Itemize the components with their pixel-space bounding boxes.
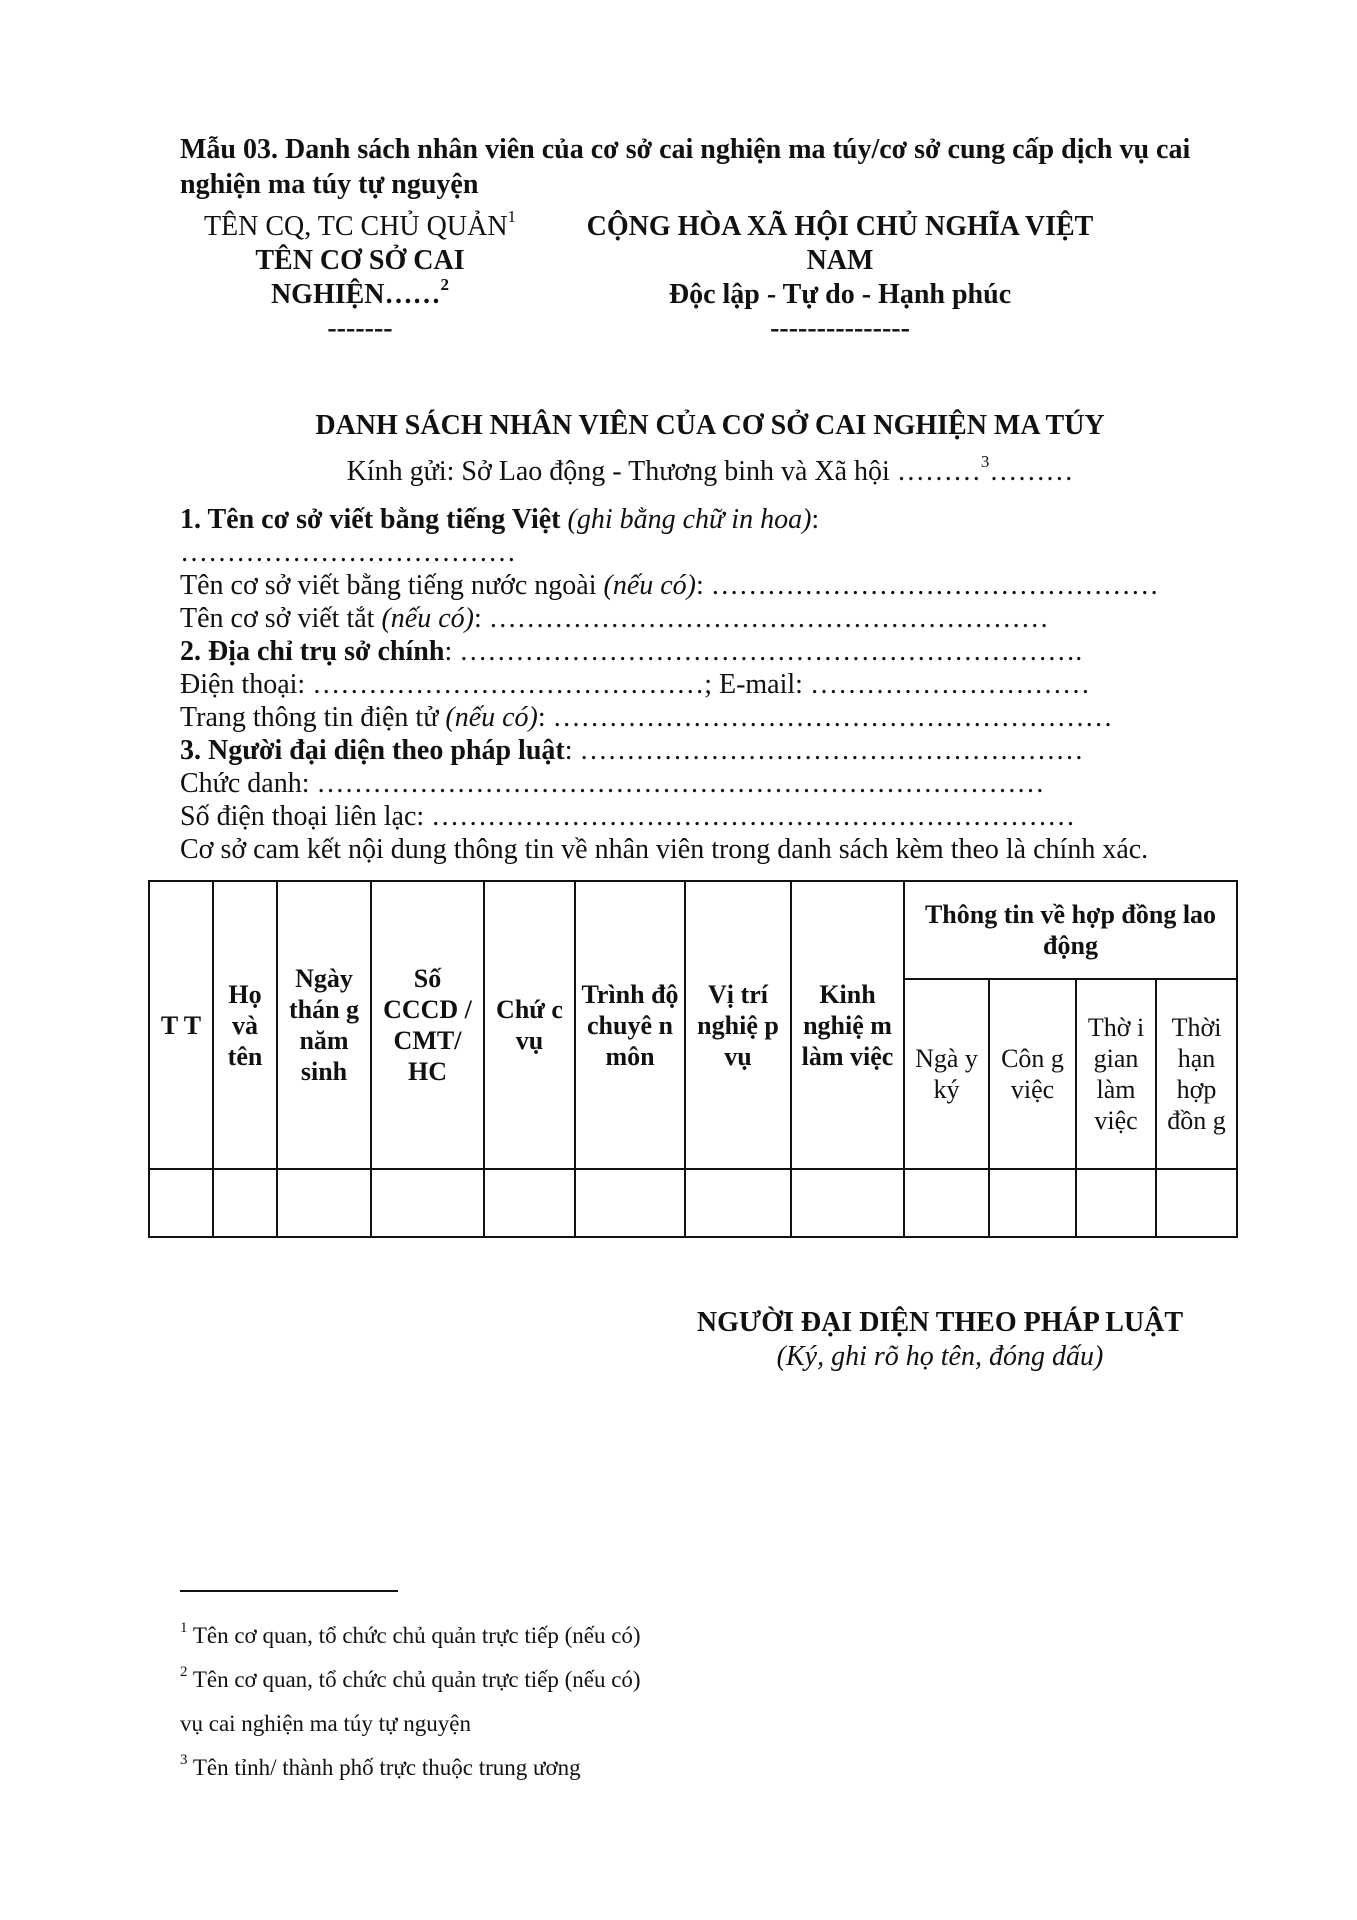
field-short-name [180, 602, 1240, 635]
field-contact-phone: Số điện thoại liên lạc: …………………………………………………………… [180, 801, 1076, 832]
footnote-text: Tên cơ quan, tổ chức chủ quản trực tiếp (nếu có) [192, 1623, 641, 1648]
table-cell[interactable] [484, 1169, 575, 1237]
table-cell[interactable] [149, 1169, 213, 1237]
col-header-dob: Ngày thán g năm sinh [277, 881, 371, 1169]
signature-block [690, 1306, 1190, 1374]
footnote-text: Tên tỉnh/ thành phố trực thuộc trung ương [192, 1755, 581, 1780]
field-hint: (ghi bằng chữ in hoa) [567, 504, 812, 535]
signature-note: (Ký, ghi rõ họ tên, đóng dấu) [776, 1341, 1104, 1372]
col-header-contract-group: Thông tin về hợp đồng lao động [904, 881, 1237, 979]
col-header-work-time: Thờ i gian làm việc [1076, 979, 1156, 1169]
col-header-id: Số CCCD / CMT/ HC [371, 881, 484, 1169]
field-label: 3. Người đại diện theo pháp luật [180, 735, 565, 766]
document-title: DANH SÁCH NHÂN VIÊN CỦA CƠ SỞ CAI NGHIỆN MA TÚY [315, 410, 1105, 441]
footnote-divider [180, 1590, 398, 1592]
footnote-number: 3 [180, 1752, 188, 1769]
footnote-item [180, 1746, 1080, 1790]
field-hint: (nếu có) [381, 603, 474, 634]
footnote-item [180, 1614, 1080, 1658]
recipient-line [180, 451, 1240, 488]
footnote-number: 1 [180, 1620, 188, 1637]
table-row [149, 1169, 1237, 1237]
table-cell[interactable] [277, 1169, 371, 1237]
col-header-term: Thời hạn hợp đồn g [1156, 979, 1237, 1169]
table-cell[interactable] [989, 1169, 1076, 1237]
recipient-text: Kính gửi: Sở Lao động - Thương binh và Xã hội ……… [346, 456, 981, 487]
field-colon: : [811, 504, 820, 535]
field-dots: : …………………………………………………………. [444, 636, 1083, 667]
commitment-statement: Cơ sở cam kết nội dung thông tin về nhân viên trong danh sách kèm theo là chính xác. [180, 834, 1149, 865]
field-job-title: Chức danh: …………………………………………………………………… [180, 768, 1045, 799]
field-label: Tên cơ sở viết bằng tiếng nước ngoài [180, 570, 604, 601]
field-label: 1. Tên cơ sở viết bằng tiếng Việt [180, 504, 561, 535]
field-website [180, 701, 1240, 734]
col-header-experience: Kinh nghiệ m làm việc [791, 881, 904, 1169]
field-name-foreign [180, 569, 1240, 602]
signature-title: NGƯỜI ĐẠI DIỆN THEO PHÁP LUẬT [696, 1307, 1184, 1338]
footnote-text: Tên cơ quan, tổ chức chủ quản trực tiếp (nếu có) [192, 1667, 641, 1692]
staff-table [148, 880, 1238, 1238]
field-address [180, 635, 1240, 668]
col-header-tt: T T [149, 881, 213, 1169]
col-header-position: Chứ c vụ [484, 881, 575, 1169]
field-label: 2. Địa chỉ trụ sở chính [180, 636, 445, 667]
table-cell[interactable] [791, 1169, 904, 1237]
footnote-item [180, 1702, 1080, 1746]
footnote-number: 2 [180, 1664, 188, 1681]
nation-name: CỘNG HÒA XÃ HỘI CHỦ NGHĨA VIỆT NAM [586, 211, 1094, 276]
facility-name-line2: NGHIỆN…… [270, 279, 441, 310]
field-dots: : …………………………………………………… [473, 603, 1049, 634]
left-separator: ------- [327, 313, 393, 344]
col-header-name: Họ và tên [213, 881, 277, 1169]
field-dots: : ……………………………………………… [564, 735, 1084, 766]
facility-name-line1: TÊN CƠ SỞ CAI [255, 245, 465, 276]
field-legal-rep [180, 734, 1240, 767]
col-header-role: Vị trí nghiệ p vụ [685, 881, 791, 1169]
field-label: Trang thông tin điện tử [180, 702, 446, 733]
table-cell[interactable] [685, 1169, 791, 1237]
field-label: Tên cơ sở viết tắt [180, 603, 382, 634]
form-title: Mẫu 03. Danh sách nhân viên của cơ sở cai nghiện ma túy/cơ sở cung cấp dịch vụ cai nghiện ma túy tự nguyện [180, 134, 1191, 200]
header-right [560, 210, 1120, 346]
table-cell[interactable] [575, 1169, 685, 1237]
field-hint: (nếu có) [445, 702, 538, 733]
field-dots: : ………………………………………… [696, 570, 1159, 601]
right-separator: --------------- [770, 313, 910, 344]
footnote-ref-1: 1 [507, 206, 517, 226]
table-cell[interactable] [1156, 1169, 1237, 1237]
table-cell[interactable] [213, 1169, 277, 1237]
field-dots: : …………………………………………………… [537, 702, 1113, 733]
agency-name: TÊN CQ, TC CHỦ QUẢN [203, 211, 508, 242]
footnote-ref-2: 2 [440, 274, 450, 294]
footnote-text: vụ cai nghiện ma túy tự nguyện [180, 1711, 471, 1736]
footnote-ref-3: 3 [980, 451, 990, 471]
table-cell[interactable] [1076, 1169, 1156, 1237]
table-cell[interactable] [371, 1169, 484, 1237]
col-header-job: Côn g việc [989, 979, 1076, 1169]
info-fields [180, 503, 1240, 866]
col-header-qualification: Trình độ chuyê n môn [575, 881, 685, 1169]
field-phone-email: Điện thoại: ……………………………………; E-mail: ………………………… [180, 669, 1090, 700]
header-left [160, 206, 560, 346]
field-hint: (nếu có) [603, 570, 697, 601]
field-name-vietnamese-dots: ……………………………… [180, 537, 516, 568]
national-motto: Độc lập - Tự do - Hạnh phúc [668, 279, 1012, 310]
table-cell[interactable] [904, 1169, 989, 1237]
footnote-item [180, 1658, 1080, 1702]
field-name-vietnamese [180, 503, 1240, 536]
col-header-sign-date: Ngà y ký [904, 979, 989, 1169]
recipient-suffix: ……… [989, 456, 1074, 487]
footnotes [180, 1614, 1080, 1790]
table-header-row [149, 881, 1237, 979]
